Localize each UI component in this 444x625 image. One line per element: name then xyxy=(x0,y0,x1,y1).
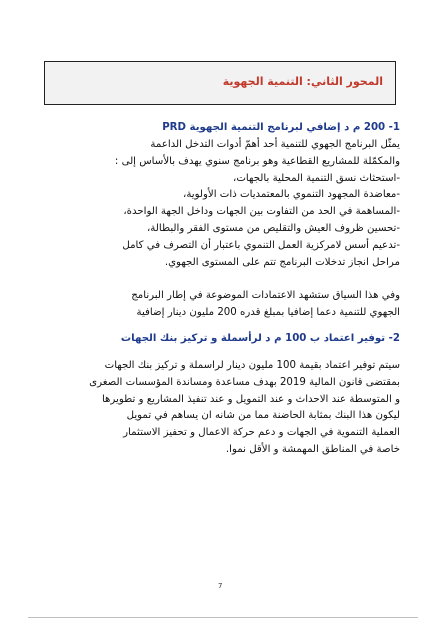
page-number: 7 xyxy=(218,582,223,590)
text-line: يمثّل البرنامج الجهوي للتنمية أحد أهمّ أدوات التدخل الداعمة xyxy=(150,139,400,150)
text-line: وفي هذا السياق ستشهد الاعتمادات الموضوعة في إطار البرنامج xyxy=(131,290,400,301)
text-line: بمقتضى قانون المالية 2019 بهدف مساعدة ومساندة المؤسسات الصغرى xyxy=(89,376,400,388)
text-line: -معاضدة المجهود التنموي بالمعتمديات ذات الأولوية، xyxy=(183,189,400,201)
text-line: و المتوسطة عند الاحداث و عند التمويل و عند تنفيذ المشاريع و تطويرها xyxy=(101,393,400,405)
text-line: -تدعيم أسس لامركزية العمل التنموي باعتبار أن التصرف في كامل xyxy=(122,239,400,251)
text-line: مراحل انجاز تدخلات البرنامج تتم على المستوى الجهوي. xyxy=(164,256,400,268)
page-bottom-divider xyxy=(28,617,418,618)
section-1-title: 200 م د إضافي لبرنامج التنمية الجهوية PRD xyxy=(162,122,386,133)
section-1-paragraph-1 xyxy=(38,137,400,271)
text-line: العملية التنموية في الجهات و دعم حركة الاعمال و تحفيز الاستثمار xyxy=(123,427,400,439)
section-1-number: 1- xyxy=(388,122,400,133)
section-2-number: 2- xyxy=(388,333,400,344)
text-line: سيتم توفير اعتماد بقيمة 100 مليون دينار لراسملة و تركيز بنك الجهات xyxy=(104,360,400,371)
section-2-title: توفير اعتماد ب 100 م د لرأسملة و تركيز بنك الجهات xyxy=(120,333,386,344)
text-line: خاصة في المناطق المهمشة و الأقل نموا. xyxy=(225,443,400,455)
chapter-title: المحور الثاني: التنمية الجهوية xyxy=(222,75,383,88)
text-line: والمكمّلة للمشاريع القطاعية وهو برنامج سنوي يهدف بالأساس إلى : xyxy=(114,155,400,167)
text-line: -استحثاث نسق التنمية المحلية بالجهات، xyxy=(233,172,400,184)
text-line: -تحسين ظروف العيش والتقليص من مستوى الفقر والبطالة، xyxy=(147,222,400,234)
section-1-heading xyxy=(162,122,400,133)
text-line: الجهوي للتنمية دعما إضافيا بمبلغ قدره 200 مليون دينار إضافية xyxy=(136,306,400,318)
chapter-title-box xyxy=(44,61,396,105)
section-1-paragraph-2 xyxy=(38,288,400,322)
section-2-heading xyxy=(121,333,400,344)
text-line: -المساهمة في الحد من التفاوت بين الجهات وداخل الجهة الواحدة، xyxy=(123,206,400,218)
text-line: ليكون هذا البنك بمثابة الحاضنة مما من شانه ان يساهم في تمويل xyxy=(126,410,400,422)
section-2-paragraph xyxy=(38,358,400,459)
